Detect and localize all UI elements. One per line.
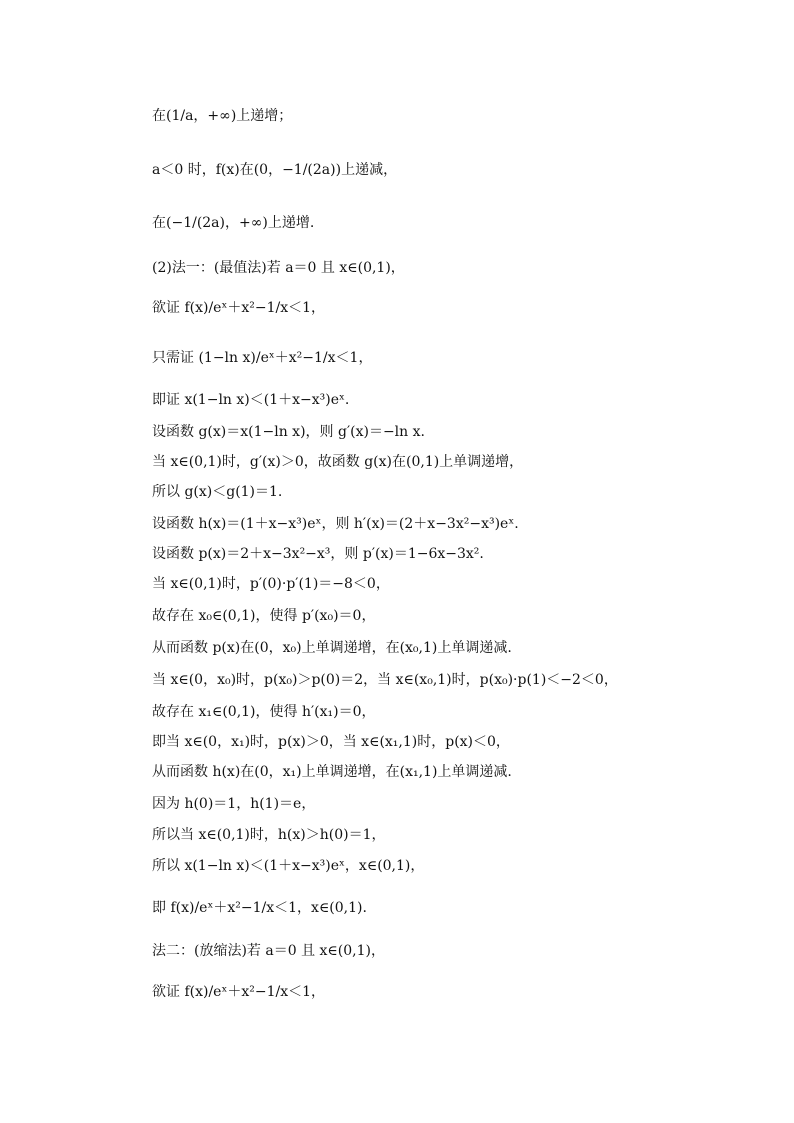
text-line: 因为 h(0)＝1，h(1)＝e，: [152, 796, 316, 812]
text-line: 法二：(放缩法)若 a＝0 且 x∈(0,1)，: [152, 943, 385, 959]
text-line: 即当 x∈(0，x₁)时，p(x)＞0，当 x∈(x₁,1)时，p(x)＜0，: [152, 734, 510, 750]
text-line: 当 x∈(0，x₀)时，p(x₀)＞p(0)＝2，当 x∈(x₀,1)时，p(x₀)·p(1)＜−2＜0，: [152, 672, 618, 688]
text-line: 设函数 g(x)＝x(1−ln x)，则 g′(x)＝−ln x.: [152, 424, 425, 440]
text-line: 欲证 f(x)/eˣ＋x²−1/x＜1，: [152, 984, 326, 1000]
text-line: 故存在 x₁∈(0,1)，使得 h′(x₁)＝0，: [152, 704, 376, 720]
text-line: 从而函数 p(x)在(0，x₀)上单调递增，在(x₀,1)上单调递减.: [152, 640, 512, 656]
text-line: 欲证 f(x)/eˣ＋x²−1/x＜1，: [152, 300, 326, 316]
text-line: 只需证 (1−ln x)/eˣ＋x²−1/x＜1，: [152, 350, 373, 366]
text-line: 即证 x(1−ln x)＜(1＋x−x³)eˣ.: [152, 392, 350, 408]
text-line: 在(1/a，+∞)上递增；: [152, 108, 293, 124]
text-line: 设函数 p(x)＝2＋x−3x²−x³，则 p′(x)＝1−6x−3x².: [152, 546, 484, 562]
text-line: 当 x∈(0,1)时，g′(x)＞0，故函数 g(x)在(0,1)上单调递增，: [152, 454, 524, 470]
text-line: 当 x∈(0,1)时，p′(0)·p′(1)＝−8＜0，: [152, 576, 390, 592]
text-line: (2)法一：(最值法)若 a＝0 且 x∈(0,1)，: [152, 260, 405, 276]
text-line: 所以 x(1−ln x)＜(1＋x−x³)eˣ，x∈(0,1)，: [152, 858, 425, 874]
text-line: a＜0 时，f(x)在(0，−1/(2a))上递减，: [152, 162, 398, 178]
text-line: 在(−1/(2a)，+∞)上递增.: [152, 215, 315, 231]
text-line: 从而函数 h(x)在(0，x₁)上单调递增，在(x₁,1)上单调递减.: [152, 764, 512, 780]
text-line: 即 f(x)/eˣ＋x²−1/x＜1，x∈(0,1).: [152, 900, 367, 916]
text-line: 所以当 x∈(0,1)时，h(x)＞h(0)＝1，: [152, 827, 386, 843]
text-line: 设函数 h(x)＝(1＋x−x³)eˣ，则 h′(x)＝(2＋x−3x²−x³)eˣ.: [152, 516, 519, 532]
text-line: 所以 g(x)＜g(1)＝1.: [152, 484, 283, 500]
text-line: 故存在 x₀∈(0,1)，使得 p′(x₀)＝0，: [152, 608, 376, 624]
